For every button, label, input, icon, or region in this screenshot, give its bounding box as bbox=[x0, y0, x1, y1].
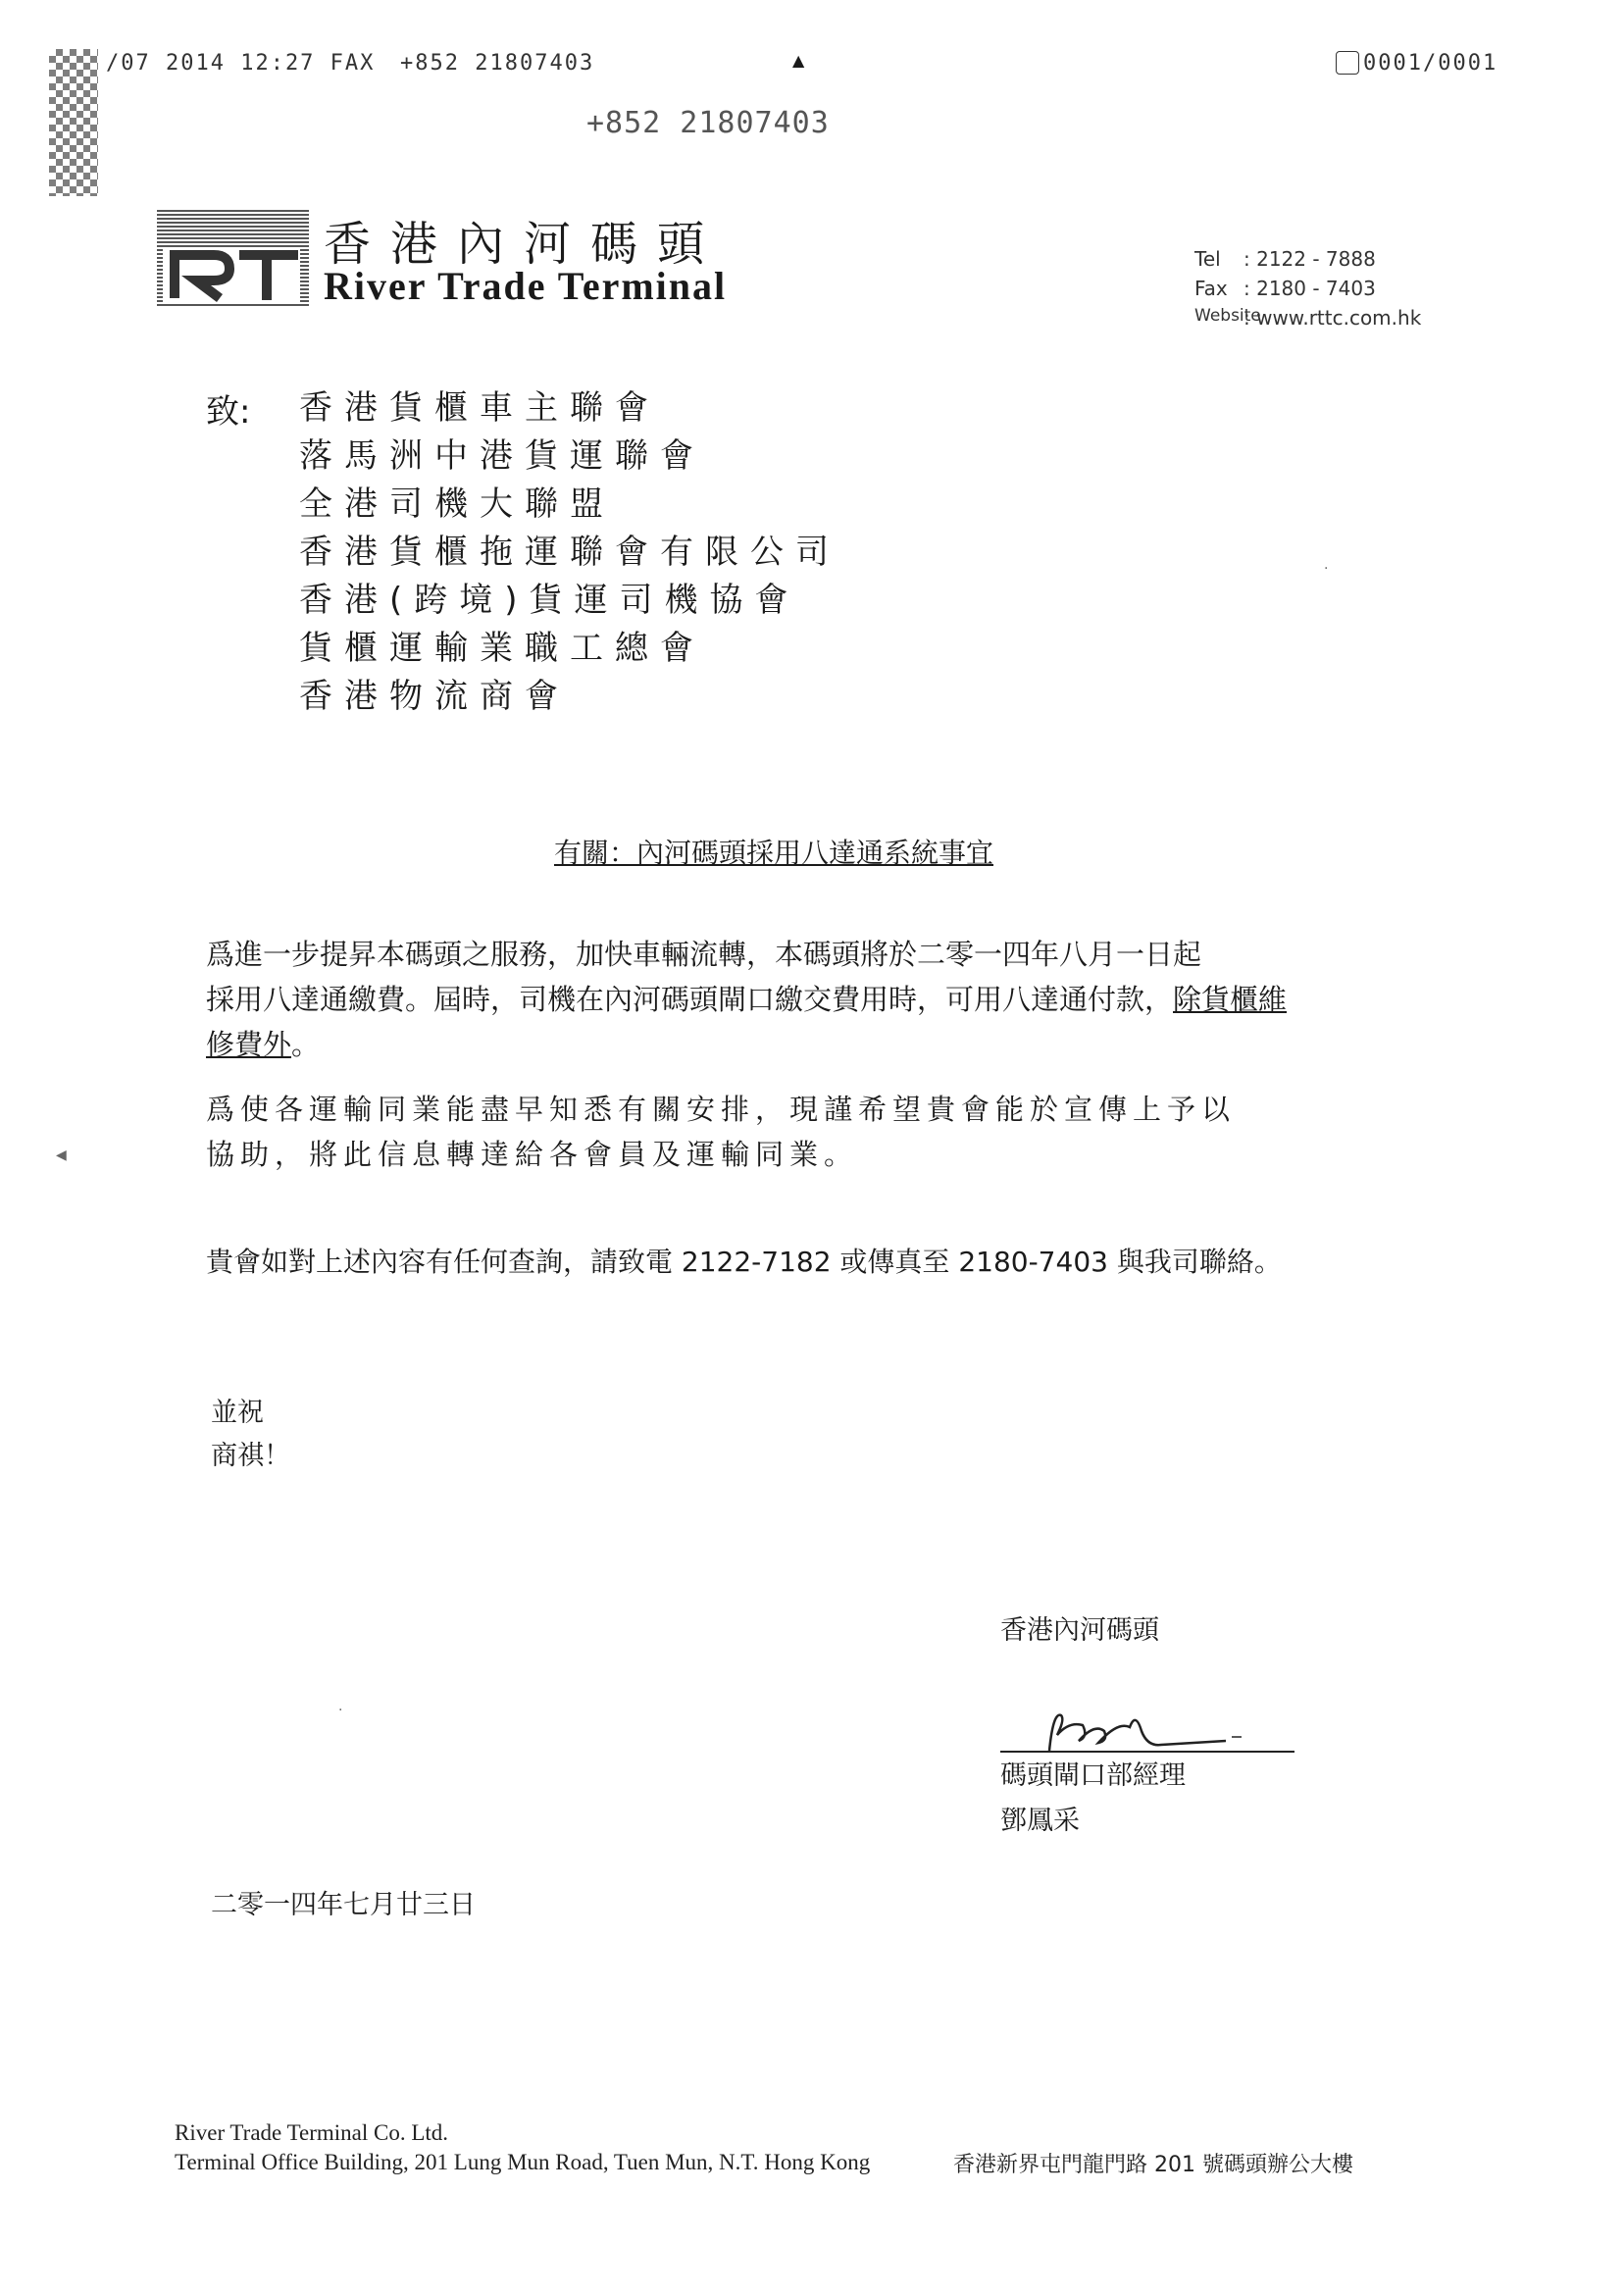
recipient-item: 香港物流商會 bbox=[299, 677, 570, 716]
body-paragraph-3 bbox=[206, 1240, 1422, 1285]
footer-address-en: Terminal Office Building, 201 Lung Mun Road, Tuen Mun, N.T. Hong Kong bbox=[175, 2150, 871, 2174]
scan-dot: · bbox=[1324, 561, 1329, 577]
recipient-item: 香港貨櫃車主聯會 bbox=[299, 388, 660, 428]
paragraph-line: 協助，將此信息轉達給各會員及運輸同業。 bbox=[206, 1138, 859, 1171]
fax-checker-pattern bbox=[49, 49, 98, 196]
signatory-name: 鄧鳳采 bbox=[1000, 1806, 1080, 1836]
fax-label: Fax bbox=[1194, 277, 1228, 300]
tel-label: Tel bbox=[1194, 247, 1221, 271]
paragraph-end: 。 bbox=[291, 1028, 321, 1061]
paragraph-line: 爲使各運輸同業能盡早知悉有關安排，現謹希望貴會能於宣傳上予以 bbox=[206, 1093, 1237, 1126]
fax-page-counter: 0001/0001 bbox=[1363, 51, 1498, 76]
paragraph-line: 爲進一步提昇本碼頭之服務，加快車輛流轉，本碼頭將於二零一四年八月一日起 bbox=[206, 938, 1202, 971]
signature-line bbox=[1000, 1751, 1294, 1753]
fax-number: : 2180 - 7403 bbox=[1243, 277, 1376, 300]
fax-stamp-number: +852 21807403 bbox=[586, 106, 830, 140]
letter-date: 二零一四年七月廿三日 bbox=[211, 1890, 476, 1920]
recipient-item: 落馬洲中港貨運聯會 bbox=[299, 436, 705, 476]
to-label: 致: bbox=[206, 392, 251, 432]
paragraph-line: 採用八達通繳費。屆時，司機在內河碼頭閘口繳交費用時，可用八達通付款， bbox=[206, 983, 1174, 1016]
footer-address-cn: 香港新界屯門龍門路 201 號碼頭辦公大樓 bbox=[953, 2153, 1353, 2177]
fax-page-icon bbox=[1336, 51, 1359, 75]
recipient-item: 貨櫃運輸業職工總會 bbox=[299, 629, 705, 668]
letter-subject: 有關：內河碼頭採用八達通系統事宜 bbox=[554, 837, 994, 869]
body-paragraph-2 bbox=[206, 1087, 1422, 1177]
recipient-item: 香港貨櫃拖運聯會有限公司 bbox=[299, 533, 840, 572]
recipient-item: 香港(跨境)貨運司機協會 bbox=[299, 581, 800, 620]
recipient-list bbox=[299, 384, 840, 721]
scan-mark: ◀ bbox=[56, 1147, 67, 1163]
website-label: Website bbox=[1194, 306, 1261, 326]
body-paragraph-1 bbox=[206, 932, 1422, 1067]
company-name-cn: 香港內河碼頭 bbox=[324, 219, 725, 271]
closing-line-1: 並祝 bbox=[211, 1398, 264, 1428]
signature-org: 香港內河碼頭 bbox=[1000, 1615, 1159, 1646]
website-url: : www.rttc.com.hk bbox=[1243, 306, 1422, 330]
recipient-item: 全港司機大聯盟 bbox=[299, 484, 615, 524]
fax-header-marker: ▲ bbox=[792, 51, 805, 70]
paragraph-line: 貴會如對上述內容有任何查詢，請致電 2122-7182 或傳真至 2180-7403 與我司聯絡。 bbox=[206, 1246, 1282, 1278]
underlined-text: 除貨櫃維 bbox=[1173, 983, 1288, 1016]
tel-number: : 2122 - 7888 bbox=[1243, 247, 1376, 271]
signatory-title: 碼頭閘口部經理 bbox=[1000, 1760, 1186, 1791]
underlined-text: 修費外 bbox=[206, 1028, 292, 1061]
fax-header-datetime: /07 2014 12:27 FAX bbox=[106, 51, 376, 76]
closing-line-2: 商祺！ bbox=[211, 1441, 290, 1471]
scan-dot: · bbox=[338, 1703, 343, 1718]
fax-header-number: +852 21807403 bbox=[400, 51, 595, 76]
footer-company: River Trade Terminal Co. Ltd. bbox=[175, 2120, 449, 2145]
rtt-logo bbox=[157, 208, 309, 306]
company-name-en: River Trade Terminal bbox=[324, 264, 728, 308]
